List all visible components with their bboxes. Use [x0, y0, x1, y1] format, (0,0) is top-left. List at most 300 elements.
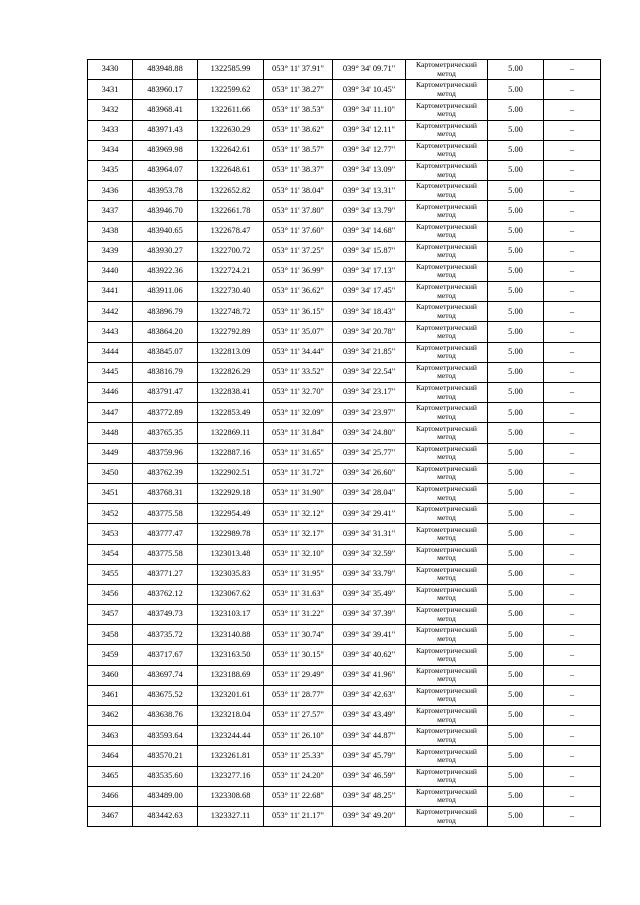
x-coordinate-cell: 483940.65	[133, 221, 198, 241]
method-cell	[406, 80, 488, 100]
note-cell: –	[544, 463, 601, 483]
method-line-1: Картометрический	[416, 363, 477, 372]
x-coordinate-cell: 483845.07	[133, 342, 198, 362]
point-number-cell: 3445	[88, 362, 133, 382]
method-line-1: Картометрический	[416, 322, 477, 332]
point-number-cell: 3448	[88, 423, 133, 443]
method-line-2: метод	[437, 754, 456, 764]
table-row	[88, 120, 601, 140]
point-number-cell: 3442	[88, 302, 133, 322]
y-coordinate-cell: 1322813.09	[198, 342, 264, 362]
point-number-cell: 3441	[88, 282, 133, 302]
method-cell	[406, 564, 488, 584]
longitude-cell: 039° 34' 13.31"	[333, 181, 406, 201]
longitude-cell: 039° 34' 18.43"	[333, 302, 406, 322]
latitude-cell: 053° 11' 26.10"	[264, 726, 333, 746]
method-cell	[406, 383, 488, 403]
point-number-cell: 3461	[88, 685, 133, 705]
point-number-cell: 3462	[88, 706, 133, 726]
method-line-1: Картометрический	[416, 726, 477, 736]
method-cell	[406, 665, 488, 685]
table-row	[88, 140, 601, 160]
longitude-cell: 039° 34' 13.09"	[333, 160, 406, 180]
point-number-cell: 3455	[88, 564, 133, 584]
method-cell	[406, 181, 488, 201]
method-line-1: Картометрический	[416, 201, 477, 211]
x-coordinate-cell: 483968.41	[133, 100, 198, 120]
accuracy-cell: 5.00	[488, 544, 544, 564]
accuracy-cell: 5.00	[488, 261, 544, 281]
method-line-1: Картометрический	[416, 746, 477, 756]
y-coordinate-cell: 1322792.89	[198, 322, 264, 342]
note-cell: –	[544, 60, 601, 80]
y-coordinate-cell: 1322611.66	[198, 100, 264, 120]
x-coordinate-cell: 483735.72	[133, 625, 198, 645]
accuracy-cell: 5.00	[488, 322, 544, 342]
method-cell	[406, 806, 488, 826]
note-cell: –	[544, 201, 601, 221]
table-row	[88, 504, 601, 524]
x-coordinate-cell: 483772.89	[133, 403, 198, 423]
table-row	[88, 403, 601, 423]
accuracy-cell: 5.00	[488, 483, 544, 503]
x-coordinate-cell: 483638.76	[133, 706, 198, 726]
y-coordinate-cell: 1322887.16	[198, 443, 264, 463]
longitude-cell: 039° 34' 12.77"	[333, 140, 406, 160]
latitude-cell: 053° 11' 33.52"	[264, 362, 333, 382]
method-line-2: метод	[437, 613, 456, 623]
point-number-cell: 3433	[88, 120, 133, 140]
method-line-1: Картометрический	[416, 262, 477, 272]
method-line-1: Картометрический	[416, 60, 477, 70]
note-cell: –	[544, 160, 601, 180]
latitude-cell: 053° 11' 22.68"	[264, 786, 333, 806]
accuracy-cell: 5.00	[488, 80, 544, 100]
longitude-cell: 039° 34' 49.20"	[333, 806, 406, 826]
longitude-cell: 039° 34' 28.04"	[333, 483, 406, 503]
table-row	[88, 80, 601, 100]
note-cell: –	[544, 342, 601, 362]
note-cell: –	[544, 504, 601, 524]
latitude-cell: 053° 11' 31.72"	[264, 463, 333, 483]
y-coordinate-cell: 1323201.61	[198, 685, 264, 705]
longitude-cell: 039° 34' 31.31"	[333, 524, 406, 544]
method-cell	[406, 403, 488, 423]
longitude-cell: 039° 34' 12.11"	[333, 120, 406, 140]
note-cell: –	[544, 584, 601, 604]
note-cell: –	[544, 746, 601, 766]
y-coordinate-cell: 1323327.11	[198, 806, 264, 826]
x-coordinate-cell: 483960.17	[133, 80, 198, 100]
table-row	[88, 685, 601, 705]
method-line-1: Картометрический	[416, 140, 477, 150]
method-cell	[406, 605, 488, 625]
method-line-2: метод	[437, 149, 456, 159]
y-coordinate-cell: 1322989.78	[198, 524, 264, 544]
method-cell	[406, 282, 488, 302]
accuracy-cell: 5.00	[488, 524, 544, 544]
table-row	[88, 544, 601, 564]
note-cell: –	[544, 645, 601, 665]
accuracy-cell: 5.00	[488, 120, 544, 140]
longitude-cell: 039° 34' 15.87"	[333, 241, 406, 261]
y-coordinate-cell: 1323261.81	[198, 746, 264, 766]
method-cell	[406, 241, 488, 261]
latitude-cell: 053° 11' 31.65"	[264, 443, 333, 463]
note-cell: –	[544, 564, 601, 584]
table-row	[88, 625, 601, 645]
y-coordinate-cell: 1322869.11	[198, 423, 264, 443]
table-row	[88, 60, 601, 80]
point-number-cell: 3436	[88, 181, 133, 201]
point-number-cell: 3438	[88, 221, 133, 241]
latitude-cell: 053° 11' 38.62"	[264, 120, 333, 140]
x-coordinate-cell: 483964.07	[133, 160, 198, 180]
y-coordinate-cell: 1322748.72	[198, 302, 264, 322]
x-coordinate-cell: 483864.20	[133, 322, 198, 342]
latitude-cell: 053° 11' 38.53"	[264, 100, 333, 120]
method-cell	[406, 706, 488, 726]
latitude-cell: 053° 11' 32.09"	[264, 403, 333, 423]
longitude-cell: 039° 34' 09.71"	[333, 60, 406, 80]
table-row	[88, 261, 601, 281]
y-coordinate-cell: 1323244.44	[198, 726, 264, 746]
method-cell	[406, 463, 488, 483]
table-row	[88, 524, 601, 544]
accuracy-cell: 5.00	[488, 463, 544, 483]
x-coordinate-cell: 483922.36	[133, 261, 198, 281]
note-cell: –	[544, 786, 601, 806]
table-row	[88, 322, 601, 342]
point-number-cell: 3447	[88, 403, 133, 423]
method-line-1: Картометрический	[416, 706, 477, 716]
table-row	[88, 806, 601, 826]
method-line-1: Картометрический	[416, 80, 477, 90]
method-line-2: метод	[437, 775, 456, 785]
accuracy-cell: 5.00	[488, 241, 544, 261]
point-number-cell: 3457	[88, 605, 133, 625]
accuracy-cell: 5.00	[488, 726, 544, 746]
y-coordinate-cell: 1322838.41	[198, 383, 264, 403]
x-coordinate-cell: 483775.58	[133, 544, 198, 564]
note-cell: –	[544, 685, 601, 705]
longitude-cell: 039° 34' 43.49"	[333, 706, 406, 726]
y-coordinate-cell: 1322585.99	[198, 60, 264, 80]
method-line-2: метод	[437, 68, 456, 78]
x-coordinate-cell: 483953.78	[133, 181, 198, 201]
method-line-2: метод	[437, 189, 456, 199]
accuracy-cell: 5.00	[488, 201, 544, 221]
method-line-2: метод	[437, 351, 456, 361]
table-row	[88, 302, 601, 322]
method-line-1: Картометрический	[416, 423, 477, 433]
latitude-cell: 053° 11' 30.74"	[264, 625, 333, 645]
y-coordinate-cell: 1323140.88	[198, 625, 264, 645]
x-coordinate-cell: 483791.47	[133, 383, 198, 403]
method-line-2: метод	[437, 654, 456, 664]
method-line-1: Картометрический	[416, 302, 477, 312]
method-cell	[406, 746, 488, 766]
longitude-cell: 039° 34' 40.62"	[333, 645, 406, 665]
y-coordinate-cell: 1322902.51	[198, 463, 264, 483]
y-coordinate-cell: 1322630.29	[198, 120, 264, 140]
y-coordinate-cell: 1322642.61	[198, 140, 264, 160]
point-number-cell: 3467	[88, 806, 133, 826]
note-cell: –	[544, 261, 601, 281]
note-cell: –	[544, 241, 601, 261]
longitude-cell: 039° 34' 48.25"	[333, 786, 406, 806]
method-line-1: Картометрический	[416, 524, 477, 534]
method-cell	[406, 160, 488, 180]
method-line-2: метод	[437, 331, 456, 341]
note-cell: –	[544, 322, 601, 342]
method-line-1: Картометрический	[416, 221, 477, 231]
note-cell: –	[544, 423, 601, 443]
method-line-1: Картометрический	[416, 605, 477, 615]
method-line-2: метод	[437, 492, 456, 502]
x-coordinate-cell: 483911.06	[133, 282, 198, 302]
method-line-2: метод	[437, 209, 456, 219]
note-cell: –	[544, 362, 601, 382]
longitude-cell: 039° 34' 17.45"	[333, 282, 406, 302]
x-coordinate-cell: 483762.12	[133, 584, 198, 604]
x-coordinate-cell: 483768.31	[133, 483, 198, 503]
point-number-cell: 3466	[88, 786, 133, 806]
latitude-cell: 053° 11' 25.33"	[264, 746, 333, 766]
table-row	[88, 423, 601, 443]
x-coordinate-cell: 483535.60	[133, 766, 198, 786]
x-coordinate-cell: 483946.70	[133, 201, 198, 221]
note-cell: –	[544, 443, 601, 463]
method-line-1: Картометрический	[416, 544, 477, 554]
latitude-cell: 053° 11' 24.20"	[264, 766, 333, 786]
latitude-cell: 053° 11' 37.80"	[264, 201, 333, 221]
y-coordinate-cell: 1322826.29	[198, 362, 264, 382]
longitude-cell: 039° 34' 14.68"	[333, 221, 406, 241]
method-line-2: метод	[437, 593, 456, 603]
y-coordinate-cell: 1323067.62	[198, 584, 264, 604]
latitude-cell: 053° 11' 32.17"	[264, 524, 333, 544]
y-coordinate-cell: 1323163.50	[198, 645, 264, 665]
method-line-2: метод	[437, 734, 456, 744]
latitude-cell: 053° 11' 32.10"	[264, 544, 333, 564]
latitude-cell: 053° 11' 36.99"	[264, 261, 333, 281]
method-cell	[406, 201, 488, 221]
method-line-2: метод	[437, 169, 456, 179]
y-coordinate-cell: 1323188.69	[198, 665, 264, 685]
point-number-cell: 3450	[88, 463, 133, 483]
accuracy-cell: 5.00	[488, 504, 544, 524]
y-coordinate-cell: 1322678.47	[198, 221, 264, 241]
point-number-cell: 3452	[88, 504, 133, 524]
y-coordinate-cell: 1322661.78	[198, 201, 264, 221]
accuracy-cell: 5.00	[488, 806, 544, 826]
method-line-1: Картометрический	[416, 100, 477, 110]
method-cell	[406, 483, 488, 503]
table-row	[88, 241, 601, 261]
method-line-1: Картометрический	[416, 403, 477, 413]
latitude-cell: 053° 11' 31.22"	[264, 605, 333, 625]
note-cell: –	[544, 221, 601, 241]
method-line-2: метод	[437, 472, 456, 482]
table-row	[88, 443, 601, 463]
method-line-2: метод	[437, 714, 456, 724]
note-cell: –	[544, 483, 601, 503]
method-line-1: Картометрический	[416, 786, 477, 796]
method-cell	[406, 685, 488, 705]
accuracy-cell: 5.00	[488, 342, 544, 362]
x-coordinate-cell: 483948.88	[133, 60, 198, 80]
y-coordinate-cell: 1323308.68	[198, 786, 264, 806]
x-coordinate-cell: 483816.79	[133, 362, 198, 382]
method-cell	[406, 120, 488, 140]
method-line-2: метод	[437, 250, 456, 260]
latitude-cell: 053° 11' 31.84"	[264, 423, 333, 443]
method-line-1: Картометрический	[416, 161, 477, 171]
coordinates-table-body	[88, 60, 601, 827]
method-cell	[406, 362, 488, 382]
accuracy-cell: 5.00	[488, 302, 544, 322]
latitude-cell: 053° 11' 36.15"	[264, 302, 333, 322]
method-line-1: Картометрический	[416, 665, 477, 675]
point-number-cell: 3443	[88, 322, 133, 342]
longitude-cell: 039° 34' 42.63"	[333, 685, 406, 705]
method-line-2: метод	[437, 310, 456, 320]
y-coordinate-cell: 1323218.04	[198, 706, 264, 726]
x-coordinate-cell: 483896.79	[133, 302, 198, 322]
note-cell: –	[544, 605, 601, 625]
table-row	[88, 181, 601, 201]
longitude-cell: 039° 34' 25.77"	[333, 443, 406, 463]
latitude-cell: 053° 11' 37.60"	[264, 221, 333, 241]
y-coordinate-cell: 1322652.82	[198, 181, 264, 201]
table-row	[88, 282, 601, 302]
longitude-cell: 039° 34' 17.13"	[333, 261, 406, 281]
latitude-cell: 053° 11' 29.49"	[264, 665, 333, 685]
y-coordinate-cell: 1323277.16	[198, 766, 264, 786]
x-coordinate-cell: 483777.47	[133, 524, 198, 544]
point-number-cell: 3460	[88, 665, 133, 685]
table-row	[88, 221, 601, 241]
latitude-cell: 053° 11' 36.62"	[264, 282, 333, 302]
longitude-cell: 039° 34' 32.59"	[333, 544, 406, 564]
x-coordinate-cell: 483675.52	[133, 685, 198, 705]
note-cell: –	[544, 625, 601, 645]
point-number-cell: 3451	[88, 483, 133, 503]
accuracy-cell: 5.00	[488, 685, 544, 705]
method-line-2: метод	[437, 88, 456, 98]
latitude-cell: 053° 11' 27.57"	[264, 706, 333, 726]
table-row	[88, 463, 601, 483]
point-number-cell: 3458	[88, 625, 133, 645]
method-line-2: метод	[437, 815, 456, 825]
method-cell	[406, 60, 488, 80]
accuracy-cell: 5.00	[488, 403, 544, 423]
accuracy-cell: 5.00	[488, 221, 544, 241]
method-line-1: Картометрический	[416, 686, 477, 695]
coordinates-table	[87, 59, 601, 827]
method-cell	[406, 140, 488, 160]
method-line-1: Картометрический	[416, 564, 477, 574]
method-line-2: метод	[437, 532, 456, 542]
method-line-2: метод	[437, 452, 456, 462]
note-cell: –	[544, 100, 601, 120]
method-line-1: Картометрический	[416, 181, 477, 191]
table-row	[88, 786, 601, 806]
latitude-cell: 053° 11' 37.25"	[264, 241, 333, 261]
method-cell	[406, 261, 488, 281]
point-number-cell: 3464	[88, 746, 133, 766]
note-cell: –	[544, 806, 601, 826]
x-coordinate-cell: 483762.39	[133, 463, 198, 483]
latitude-cell: 053° 11' 38.04"	[264, 181, 333, 201]
accuracy-cell: 5.00	[488, 362, 544, 382]
x-coordinate-cell: 483775.58	[133, 504, 198, 524]
method-line-1: Картометрический	[416, 383, 477, 393]
longitude-cell: 039° 34' 33.79"	[333, 564, 406, 584]
method-line-1: Картометрический	[416, 645, 477, 655]
accuracy-cell: 5.00	[488, 746, 544, 766]
latitude-cell: 053° 11' 34.44"	[264, 342, 333, 362]
longitude-cell: 039° 34' 20.78"	[333, 322, 406, 342]
method-line-1: Картометрический	[416, 342, 477, 352]
longitude-cell: 039° 34' 26.60"	[333, 463, 406, 483]
method-cell	[406, 544, 488, 564]
point-number-cell: 3465	[88, 766, 133, 786]
table-row	[88, 383, 601, 403]
longitude-cell: 039° 34' 10.45"	[333, 80, 406, 100]
method-cell	[406, 322, 488, 342]
accuracy-cell: 5.00	[488, 605, 544, 625]
point-number-cell: 3434	[88, 140, 133, 160]
table-row	[88, 726, 601, 746]
method-line-2: метод	[437, 411, 456, 421]
method-cell	[406, 302, 488, 322]
latitude-cell: 053° 11' 31.63"	[264, 584, 333, 604]
accuracy-cell: 5.00	[488, 160, 544, 180]
latitude-cell: 053° 11' 38.57"	[264, 140, 333, 160]
y-coordinate-cell: 1322853.49	[198, 403, 264, 423]
method-line-2: метод	[437, 512, 456, 522]
method-line-2: метод	[437, 573, 456, 583]
accuracy-cell: 5.00	[488, 443, 544, 463]
note-cell: –	[544, 383, 601, 403]
method-line-1: Картометрический	[416, 463, 477, 473]
accuracy-cell: 5.00	[488, 100, 544, 120]
longitude-cell: 039° 34' 24.80"	[333, 423, 406, 443]
accuracy-cell: 5.00	[488, 181, 544, 201]
method-line-2: метод	[437, 270, 456, 280]
accuracy-cell: 5.00	[488, 423, 544, 443]
method-cell	[406, 625, 488, 645]
x-coordinate-cell: 483442.63	[133, 806, 198, 826]
x-coordinate-cell: 483717.67	[133, 645, 198, 665]
table-row	[88, 564, 601, 584]
note-cell: –	[544, 181, 601, 201]
longitude-cell: 039° 34' 35.49"	[333, 584, 406, 604]
table-row	[88, 342, 601, 362]
point-number-cell: 3439	[88, 241, 133, 261]
longitude-cell: 039° 34' 23.97"	[333, 403, 406, 423]
y-coordinate-cell: 1323035.83	[198, 564, 264, 584]
y-coordinate-cell: 1323103.17	[198, 605, 264, 625]
method-line-1: Картометрический	[416, 625, 477, 635]
method-line-2: метод	[437, 431, 456, 441]
latitude-cell: 053° 11' 28.77"	[264, 685, 333, 705]
table-row	[88, 605, 601, 625]
longitude-cell: 039° 34' 45.79"	[333, 746, 406, 766]
note-cell: –	[544, 665, 601, 685]
